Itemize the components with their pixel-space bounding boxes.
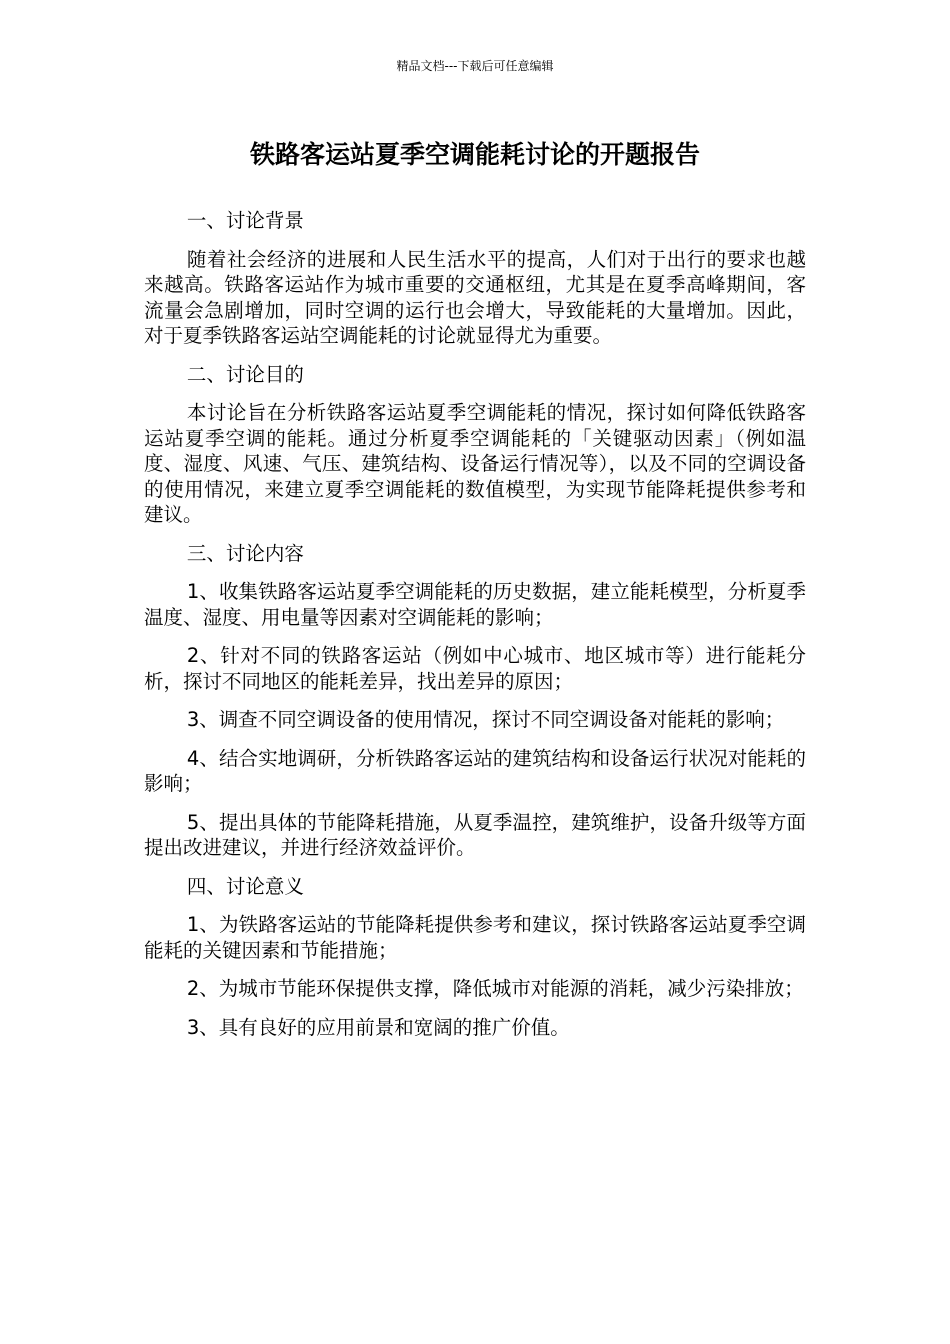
content-item-3: 3、调查不同空调设备的使用情况，探讨不同空调设备对能耗的影响； bbox=[186, 708, 785, 731]
section-heading-content: 三、讨论内容 bbox=[186, 541, 304, 565]
content-item-4: 4、结合实地调研，分析铁路客运站的建筑结构和设备运行状况对能耗的影响； bbox=[144, 746, 806, 795]
content-item-1: 1、收集铁路客运站夏季空调能耗的历史数据，建立能耗模型，分析夏季温度、湿度、用电量等因素对空调能耗的影响； bbox=[144, 580, 806, 629]
document-title: 铁路客运站夏季空调能耗讨论的开题报告 bbox=[249, 140, 700, 169]
significance-item-3: 3、具有良好的应用前景和宽阔的推广价值。 bbox=[186, 1015, 570, 1039]
content-item-2: 2、针对不同的铁路客运站（例如中心城市、地区城市等）进行能耗分析，探讨不同地区的能耗差异，找出差异的原因； bbox=[144, 644, 806, 693]
paragraph-purpose: 本讨论旨在分析铁路客运站夏季空调能耗的情况，探讨如何降低铁路客运站夏季空调的能耗。通过分析夏季空调能耗的「关键驱动因素」（例如温度、湿度、风速、气压、建筑结构、设备运行情况等），以及不同的空调设备的使用情况，来建立夏季空调能耗的数值模型，为实现节能降耗提供参考和建议。 bbox=[144, 401, 806, 526]
section-heading-purpose: 二、讨论目的 bbox=[186, 362, 304, 386]
significance-item-2: 2、为城市节能环保提供支撑，降低城市对能源的消耗，减少污染排放； bbox=[186, 977, 804, 1000]
content-item-5: 5、提出具体的节能降耗措施，从夏季温控，建筑维护，设备升级等方面提出改进建议，并进行经济效益评价。 bbox=[144, 810, 806, 859]
significance-item-1: 1、为铁路客运站的节能降耗提供参考和建议，探讨铁路客运站夏季空调能耗的关键因素和节能措施； bbox=[144, 913, 806, 962]
section-heading-background: 一、讨论背景 bbox=[186, 209, 304, 232]
section-heading-significance: 四、讨论意义 bbox=[186, 874, 304, 898]
page-header-watermark: 精品文档---下载后可任意编辑 bbox=[396, 59, 554, 73]
paragraph-background: 随着社会经济的进展和人民生活水平的提高，人们对于出行的要求也越来越高。铁路客运站作为城市重要的交通枢纽，尤其是在夏季高峰期间，客流量会急剧增加，同时空调的运行也会增大，导致能耗的大量增加。因此，对于夏季铁路客运站空调能耗的讨论就显得尤为重要。 bbox=[144, 247, 806, 347]
document-body bbox=[144, 208, 806, 1053]
